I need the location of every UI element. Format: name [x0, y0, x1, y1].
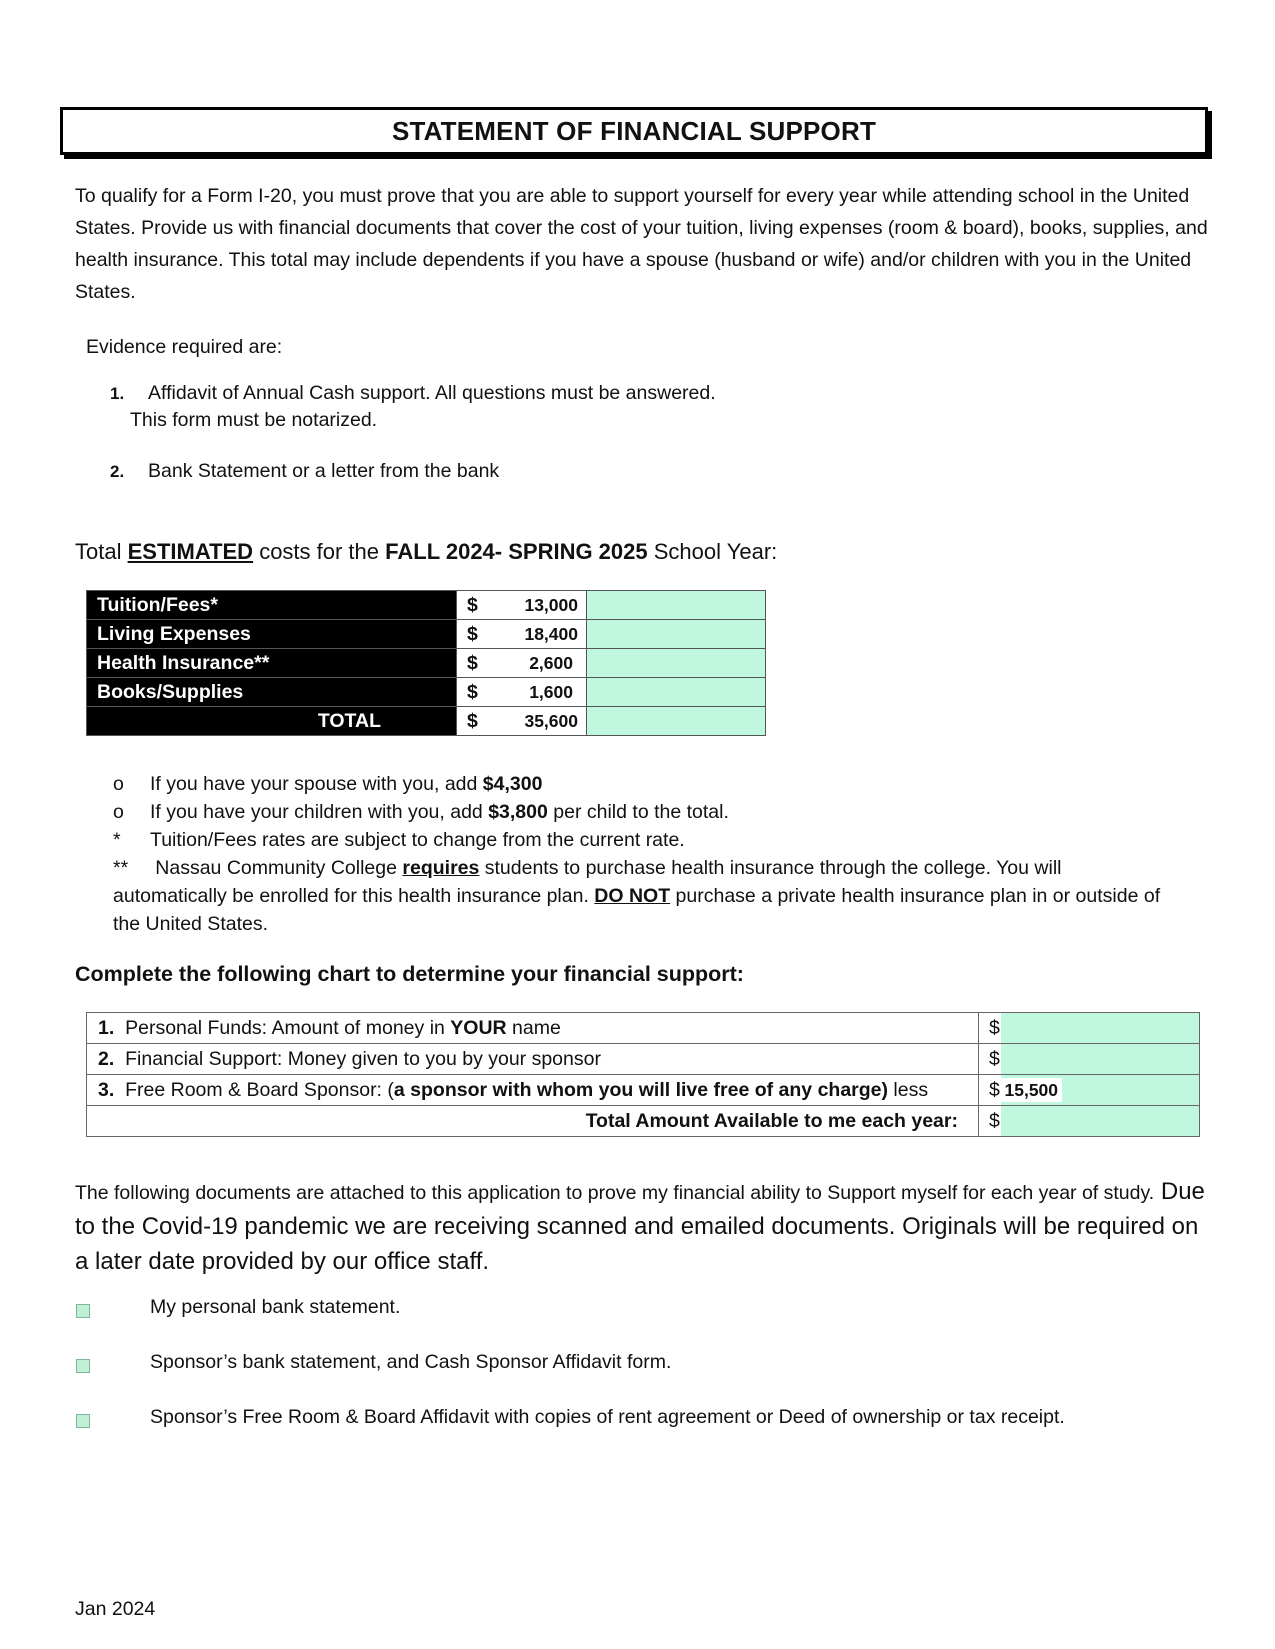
cost-label: Living Expenses: [87, 620, 457, 649]
intro-paragraph: To qualify for a Form I-20, you must prove that you are able to support yourself for every year while attending school in the United States. Provide us with financial documents that cover the cost of your tuition, living expenses (room & board), books, supplies, and health insurance. This total may include dependents if you have a spouse (husband or wife) and/or children with you in the United States.: [75, 185, 1208, 303]
cost-row-health: Health Insurance** $ 2,600: [87, 649, 766, 678]
support-chart-heading: Complete the following chart to determine your financial support:: [75, 962, 744, 986]
note-health-insurance: ** Nassau Community College requires students to purchase health insurance through the college. You will automatically be enrolled for this health insurance plan. DO NOT purchase a private health insurance plan in or outside of the United States.: [113, 857, 1161, 935]
documents-paragraph: The following documents are attached to this application to prove my financial ability to Support myself for each year of study. Due to the Covid-19 pandemic we are receiving scanned and emailed documents. Originals will be required on a later date provided by our office staff.: [75, 1178, 1205, 1275]
cost-label: Health Insurance**: [87, 649, 457, 678]
cost-total-amount: 35,600: [524, 711, 578, 731]
evidence-item-1-note: This form must be notarized.: [130, 409, 378, 431]
total-costs-heading: Total ESTIMATED costs for the FALL 2024- SPRING 2025 School Year:: [75, 539, 778, 564]
cost-fill-field[interactable]: [587, 591, 766, 620]
support-table: [86, 1012, 1200, 1137]
checkbox-sponsor-bank[interactable]: [76, 1359, 90, 1373]
checkbox-personal-bank[interactable]: [76, 1304, 90, 1318]
evidence-item-1: Affidavit of Annual Cash support. All questions must be answered.: [148, 382, 716, 404]
cost-row-books: Books/Supplies $ 1,600: [87, 678, 766, 707]
room-board-field[interactable]: [1001, 1075, 1200, 1106]
evidence-item-2: Bank Statement or a letter from the bank: [148, 460, 500, 482]
note-tuition: * Tuition/Fees rates are subject to change from the current rate.: [113, 829, 685, 851]
footer-date: Jan 2024: [75, 1598, 156, 1620]
note-spouse: o If you have your spouse with you, add $4,300: [113, 773, 543, 795]
cost-amount: 1,600: [529, 682, 573, 702]
cost-row-total: TOTAL $ 35,600: [87, 707, 766, 736]
checklist-item-1: My personal bank statement.: [150, 1296, 401, 1318]
cost-row-tuition: Tuition/Fees* $ 13,000: [87, 591, 766, 620]
cost-total-fill-field[interactable]: [587, 707, 766, 736]
checklist-item-2: Sponsor’s bank statement, and Cash Sponsor Affidavit form.: [150, 1351, 672, 1373]
support-row-total: Total Amount Available to me each year: $: [87, 1106, 1200, 1137]
cost-label: Books/Supplies: [87, 678, 457, 707]
cost-row-living: Living Expenses $ 18,400: [87, 620, 766, 649]
cost-fill-field[interactable]: [587, 678, 766, 707]
checkbox-room-board[interactable]: [76, 1414, 90, 1428]
cost-amount: 2,600: [529, 653, 573, 673]
evidence-number-1: 1.: [110, 384, 125, 403]
cost-fill-field[interactable]: [587, 649, 766, 678]
personal-funds-field[interactable]: [1001, 1013, 1200, 1044]
evidence-heading: Evidence required are:: [86, 336, 283, 358]
cost-amount: 18,400: [524, 624, 578, 644]
cost-amount: 13,000: [524, 595, 578, 615]
page-title: STATEMENT OF FINANCIAL SUPPORT: [391, 115, 877, 146]
checklist-item-3: Sponsor’s Free Room & Board Affidavit with copies of rent agreement or Deed of ownership or tax receipt.: [150, 1406, 1065, 1428]
support-row-personal: 1. Personal Funds: Amount of money in YOUR name $: [87, 1013, 1200, 1044]
evidence-number-2: 2.: [110, 462, 125, 481]
title-box: [60, 107, 1208, 155]
cost-notes: [113, 770, 1173, 938]
cost-label: Tuition/Fees*: [87, 591, 457, 620]
support-row-sponsor: 2. Financial Support: Money given to you by your sponsor $: [87, 1044, 1200, 1075]
sponsor-funds-field[interactable]: [1001, 1044, 1200, 1075]
total-available-field[interactable]: [1001, 1106, 1200, 1137]
cost-total-label: TOTAL: [87, 707, 457, 736]
cost-table: [86, 590, 766, 736]
support-row-room-board: 3. Free Room & Board Sponsor: (a sponsor with whom you will live free of any charge) less $ 15,500: [87, 1075, 1200, 1106]
room-board-value: 15,500: [1001, 1078, 1063, 1102]
cost-fill-field[interactable]: [587, 620, 766, 649]
note-children: o If you have your children with you, add $3,800 per child to the total.: [113, 801, 729, 823]
